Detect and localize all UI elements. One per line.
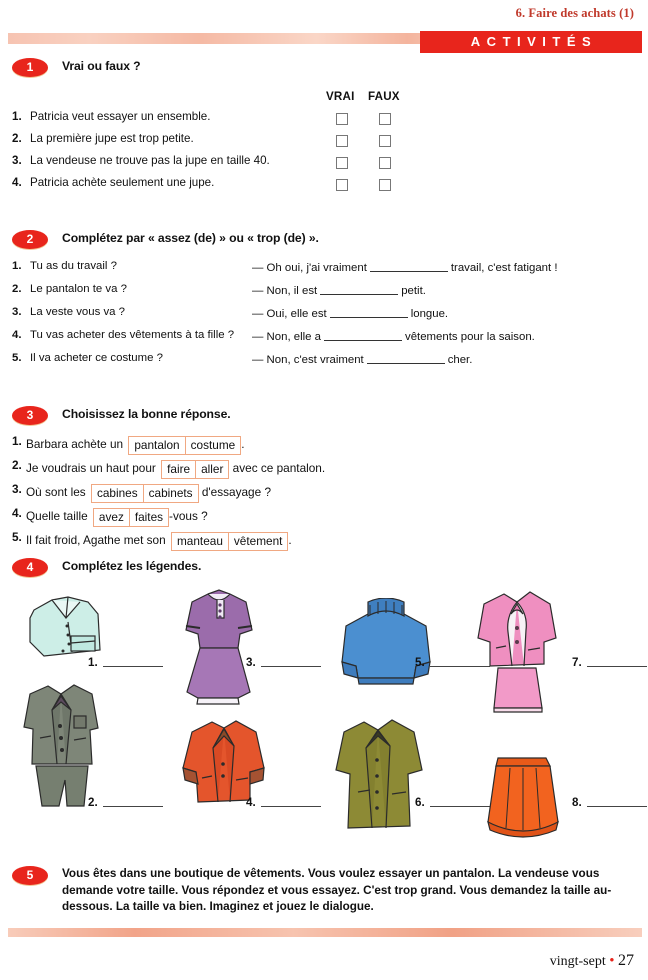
item-number: 3. xyxy=(12,306,22,318)
sentence-before: Où sont les xyxy=(26,485,86,499)
choice-option-b[interactable]: cabinets xyxy=(143,484,199,503)
caption-blank[interactable] xyxy=(261,656,321,667)
mens-suit-illustration xyxy=(18,680,104,815)
exercise-2 xyxy=(0,230,648,366)
exercise-2-title: Complétez par « assez (de) » ou « trop (de) ». xyxy=(62,231,319,245)
answer-after: travail, c'est fatigant ! xyxy=(450,262,558,274)
item-prompt: La veste vous va ? xyxy=(30,306,125,318)
pink-skirt-suit-illustration xyxy=(470,584,564,719)
checkbox-faux[interactable] xyxy=(379,179,391,191)
column-header-faux: FAUX xyxy=(368,90,400,103)
choice-option-b[interactable]: costume xyxy=(185,436,242,455)
exercise-4 xyxy=(0,558,648,809)
answer-after: petit. xyxy=(401,285,426,297)
sentence-before: Barbara achète un xyxy=(26,437,124,451)
exercise-3-header xyxy=(0,406,648,426)
choice-option-a[interactable]: cabines xyxy=(91,484,144,503)
table-row xyxy=(0,260,648,283)
item-number: 5. xyxy=(12,352,22,364)
item-text xyxy=(26,436,245,455)
caption-number: 1. xyxy=(88,656,98,669)
clothing-illustration-gallery xyxy=(0,584,648,834)
item-number: 1. xyxy=(12,110,22,123)
orange-skirt-illustration xyxy=(480,752,566,843)
table-row xyxy=(0,352,648,375)
fill-in-blank[interactable] xyxy=(367,352,445,364)
page-word: vingt-sept xyxy=(549,954,606,969)
item-number: 1. xyxy=(12,260,22,272)
exercise-3-question-list xyxy=(0,434,648,554)
activities-label: ACTIVITÉS xyxy=(470,34,598,49)
table-row xyxy=(0,530,648,554)
exercise-2-question-list xyxy=(0,260,648,375)
exercise-3 xyxy=(0,406,648,548)
item-text xyxy=(26,484,271,503)
checkbox-vrai[interactable] xyxy=(336,157,348,169)
caption-number: 4. xyxy=(246,796,256,809)
table-row xyxy=(0,506,648,530)
exercise-4-header xyxy=(0,558,648,578)
exercise-5-number-badge: 5 xyxy=(12,866,48,885)
blue-sweater-illustration xyxy=(338,598,434,691)
table-row xyxy=(0,482,648,506)
answer-before: — Oh oui, j'ai vraiment xyxy=(252,262,367,274)
exercise-1-question-list xyxy=(0,110,648,198)
fill-in-blank[interactable] xyxy=(324,329,402,341)
answer-after: cher. xyxy=(447,354,473,366)
choice-option-a[interactable]: manteau xyxy=(171,532,229,551)
fill-in-blank[interactable] xyxy=(370,260,448,272)
exercise-4-number-badge: 4 xyxy=(12,558,48,577)
item-number: 2. xyxy=(12,132,22,145)
table-row xyxy=(0,458,648,482)
purple-dress-illustration xyxy=(176,586,262,715)
table-row xyxy=(0,154,648,176)
page-footer xyxy=(550,952,634,970)
item-number: 4. xyxy=(12,329,22,341)
fill-in-blank[interactable] xyxy=(330,306,408,318)
item-number: 5. xyxy=(12,530,22,544)
checkbox-faux[interactable] xyxy=(379,113,391,125)
sentence-before: Je voudrais un haut pour xyxy=(26,461,156,475)
table-row xyxy=(0,329,648,352)
item-answer xyxy=(252,352,472,366)
table-row xyxy=(0,434,648,458)
sentence-after: d'essayage ? xyxy=(201,485,272,499)
table-row xyxy=(0,283,648,306)
answer-before: — Non, il est xyxy=(252,285,318,297)
item-text: La première jupe est trop petite. xyxy=(30,132,194,145)
table-row xyxy=(0,132,648,154)
column-header-vrai: VRAI xyxy=(326,90,355,103)
answer-after: longue. xyxy=(410,308,449,320)
choice-option-b[interactable]: faites xyxy=(129,508,169,527)
sentence-after: . xyxy=(241,437,245,451)
item-answer xyxy=(252,306,448,320)
item-number: 3. xyxy=(12,482,22,496)
exercise-3-title: Choisissez la bonne réponse. xyxy=(62,407,231,421)
page-number: 27 xyxy=(618,952,634,969)
item-text: Patricia achète seulement une jupe. xyxy=(30,176,215,189)
exercise-2-header xyxy=(0,230,648,250)
caption-number: 8. xyxy=(572,796,582,809)
exercise-1-header xyxy=(0,58,648,78)
checkbox-vrai[interactable] xyxy=(336,179,348,191)
checkbox-faux[interactable] xyxy=(379,135,391,147)
activities-banner xyxy=(8,31,642,53)
footer-rule xyxy=(8,928,642,937)
item-text xyxy=(26,508,208,527)
table-row xyxy=(0,176,648,198)
caption-number: 3. xyxy=(246,656,256,669)
sentence-after: -vous ? xyxy=(169,509,208,523)
chapter-title: 6. Faire des achats (1) xyxy=(515,6,634,20)
item-text: La vendeuse ne trouve pas la jupe en taille 40. xyxy=(30,154,270,167)
item-number: 4. xyxy=(12,176,22,189)
caption-number: 7. xyxy=(572,656,582,669)
caption-blank[interactable] xyxy=(261,796,321,807)
exercise-3-number-badge: 3 xyxy=(12,406,48,425)
choice-option-b[interactable]: aller xyxy=(195,460,229,479)
checkbox-faux[interactable] xyxy=(379,157,391,169)
activities-label-block xyxy=(420,31,642,53)
caption-4 xyxy=(246,796,321,809)
caption-8 xyxy=(572,796,647,809)
bullet-separator: • xyxy=(609,953,615,969)
caption-3 xyxy=(246,656,321,669)
item-prompt: Le pantalon te va ? xyxy=(30,283,127,295)
item-answer xyxy=(252,329,535,343)
item-text xyxy=(26,532,292,551)
item-prompt: Il va acheter ce costume ? xyxy=(30,352,163,364)
answer-before: — Oui, elle est xyxy=(252,308,327,320)
exercise-4-title: Complétez les légendes. xyxy=(62,559,202,573)
choice-option-a[interactable]: pantalon xyxy=(128,436,185,455)
caption-number: 5. xyxy=(415,656,425,669)
item-prompt: Tu vas acheter des vêtements à ta fille ? xyxy=(30,329,235,341)
caption-blank[interactable] xyxy=(587,796,647,807)
item-number: 3. xyxy=(12,154,22,167)
item-number: 1. xyxy=(12,434,22,448)
exercise-5 xyxy=(0,866,648,913)
exercise-1-title: Vrai ou faux ? xyxy=(62,59,141,73)
sentence-after: . xyxy=(288,533,292,547)
caption-number: 6. xyxy=(415,796,425,809)
caption-blank[interactable] xyxy=(587,656,647,667)
caption-1 xyxy=(88,656,163,669)
banner-gradient-rule xyxy=(8,33,462,44)
sentence-before: Quelle taille xyxy=(26,509,88,523)
caption-blank[interactable] xyxy=(103,796,163,807)
truefalse-column-headers xyxy=(326,90,410,103)
caption-6 xyxy=(415,796,490,809)
item-number: 2. xyxy=(12,283,22,295)
choice-option-a[interactable]: faire xyxy=(161,460,196,479)
caption-7 xyxy=(572,656,647,669)
item-number: 4. xyxy=(12,506,22,520)
sentence-after: avec ce pantalon. xyxy=(232,461,326,475)
caption-blank[interactable] xyxy=(103,656,163,667)
item-text: Patricia veut essayer un ensemble. xyxy=(30,110,211,123)
answer-before: — Non, c'est vraiment xyxy=(252,354,364,366)
exercise-1-number-badge: 1 xyxy=(12,58,48,77)
item-text xyxy=(26,460,325,479)
table-row xyxy=(0,306,648,329)
item-prompt: Tu as du travail ? xyxy=(30,260,117,272)
answer-before: — Non, elle a xyxy=(252,331,322,343)
answer-after: vêtements pour la saison. xyxy=(405,331,535,343)
caption-number: 2. xyxy=(88,796,98,809)
choice-option-b[interactable]: vêtement xyxy=(228,532,289,551)
sentence-before: Il fait froid, Agathe met son xyxy=(26,533,166,547)
exercise-1 xyxy=(0,58,648,189)
checkbox-vrai[interactable] xyxy=(336,135,348,147)
olive-coat-illustration xyxy=(330,714,428,841)
exercise-2-number-badge: 2 xyxy=(12,230,48,249)
fill-in-blank[interactable] xyxy=(320,283,398,295)
item-number: 2. xyxy=(12,458,22,472)
item-answer xyxy=(252,283,426,297)
table-row xyxy=(0,110,648,132)
caption-2 xyxy=(88,796,163,809)
choice-option-a[interactable]: avez xyxy=(93,508,130,527)
item-answer xyxy=(252,260,558,274)
exercise-5-instructions: Vous êtes dans une boutique de vêtements. Vous voulez essayer un pantalon. La vendeuse vous demande votre taille. Vous répondez et vous essayez. C'est trop grand. Vous demandez la taille au-dessous. La taille va bien. Imaginez et jouez le dialogue. xyxy=(62,867,612,913)
checkbox-vrai[interactable] xyxy=(336,113,348,125)
